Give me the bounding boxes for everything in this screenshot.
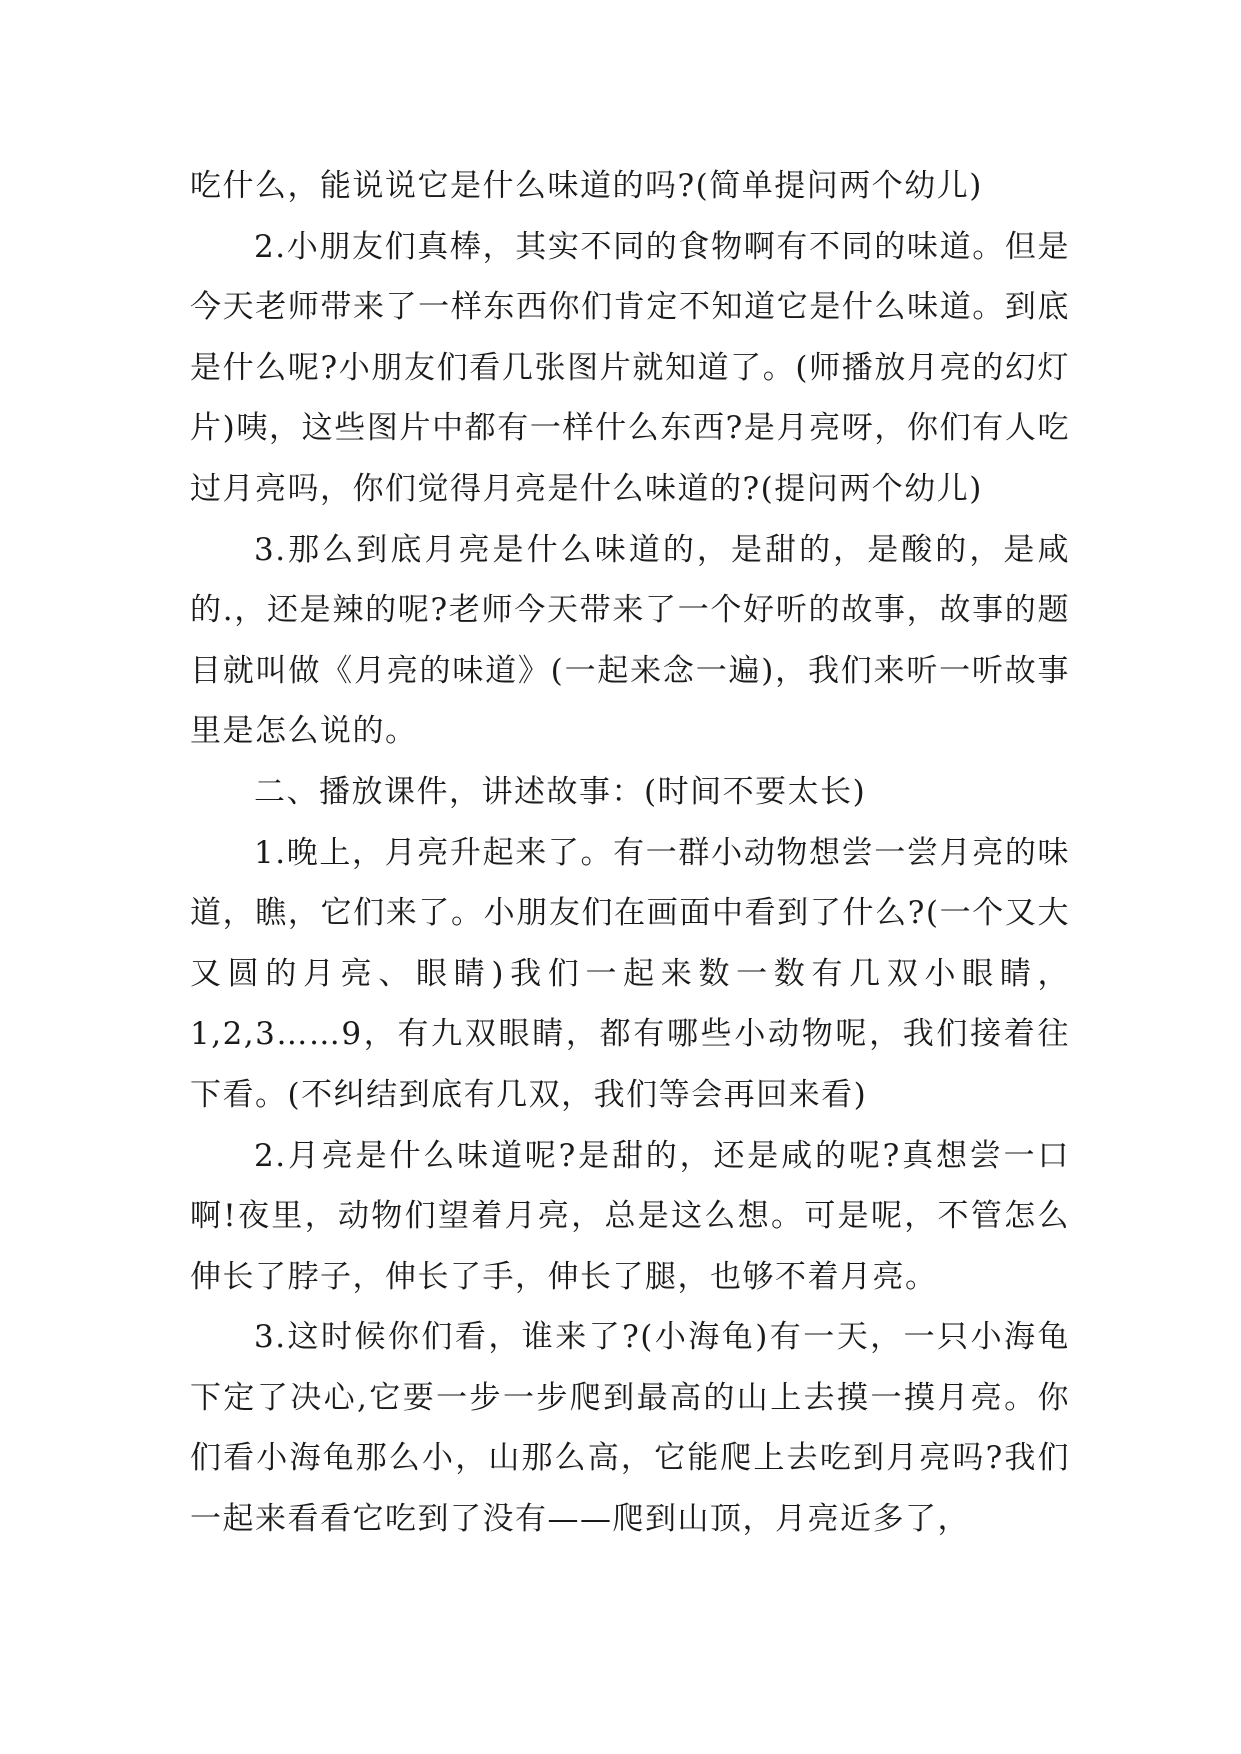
section-heading: 二、播放课件，讲述故事：(时间不要太长) <box>254 773 867 810</box>
paragraph-6: 3.这时候你们看，谁来了?(小海龟)有一天，一只小海龟下定了决心,它要一步一步爬到最高的山上去摸一摸月亮。你们看小海龟那么小，山那么高，它能爬上去吃到月亮吗?我们一起来看看它吃到了没有——爬到山顶，月亮近多了， <box>190 1319 1070 1538</box>
paragraph-2: 2.小朋友们真棒，其实不同的食物啊有不同的味道。但是今天老师带来了一样东西你们肯定不知道它是什么味道。到底是什么呢?小朋友们看几张图片就知道了。(师播放月亮的幻灯片)咦，这些图片中都有一样什么东西?是月亮呀，你们有人吃过月亮吗，你们觉得月亮是什么味道的?(提问两个幼儿) <box>190 228 1070 507</box>
paragraph-3: 3.那么到底月亮是什么味道的，是甜的，是酸的，是咸的.，还是辣的呢?老师今天带来了一个好听的故事，故事的题目就叫做《月亮的味道》(一起来念一遍)，我们来听一听故事里是怎么说的。 <box>190 531 1070 750</box>
paragraph-4: 1.晚上，月亮升起来了。有一群小动物想尝一尝月亮的味道，瞧，它们来了。小朋友们在画面中看到了什么?(一个又大又圆的月亮、眼睛)我们一起来数一数有几双小眼睛，1,2,3……9，有九双眼睛，都有哪些小动物呢，我们接着往下看。(不纠结到底有几双，我们等会再回来看) <box>190 834 1070 1113</box>
paragraph-5: 2.月亮是什么味道呢?是甜的，还是咸的呢?真想尝一口啊!夜里，动物们望着月亮，总是这么想。可是呢，不管怎么伸长了脖子，伸长了手，伸长了腿，也够不着月亮。 <box>190 1137 1070 1295</box>
document-body <box>190 156 1070 1550</box>
paragraph-1: 吃什么，能说说它是什么味道的吗?(简单提问两个幼儿) <box>190 168 983 204</box>
